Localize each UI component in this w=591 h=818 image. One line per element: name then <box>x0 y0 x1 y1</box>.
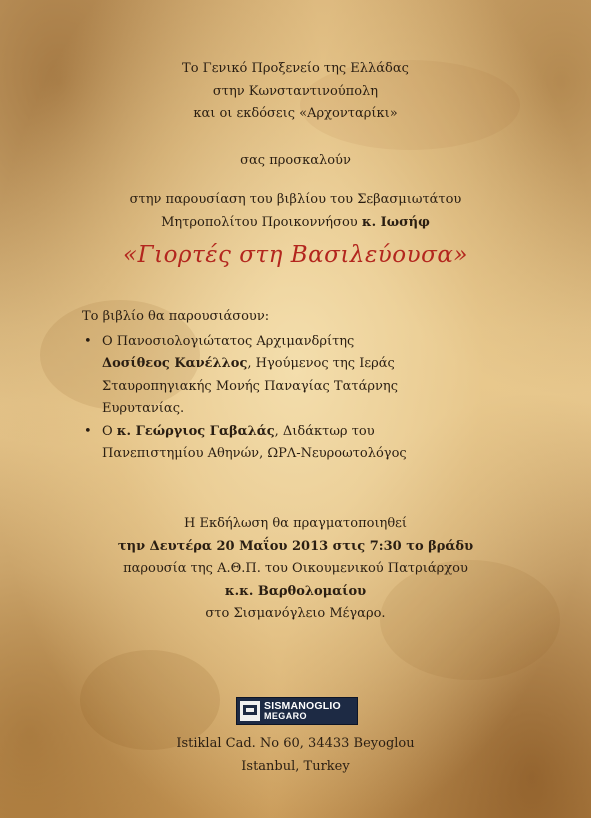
event-details <box>0 513 591 626</box>
logo-text-line: SISMANOGLIO <box>264 700 341 712</box>
bullet-icon: • <box>84 423 92 439</box>
presenter-line: Ο Πανοσιολογιώτατος Αρχιμανδρίτης <box>102 333 355 349</box>
logo-text <box>264 701 341 721</box>
presenter-item <box>82 331 407 421</box>
invite-text <box>0 150 591 173</box>
intro-line: και οι εκδόσεις «Αρχονταρίκι» <box>193 106 398 121</box>
presentation-line <box>0 212 591 235</box>
presentation-text <box>0 189 591 234</box>
presenters-heading: Το βιβλίο θα παρουσιάσουν: <box>82 309 270 324</box>
presentation-line-text: Μητροπολίτου Προικοννήσου <box>161 214 362 230</box>
building-icon <box>240 701 260 721</box>
sismanoglio-logo <box>236 697 358 725</box>
presenter-line: Πανεπιστημίου Αθηνών, ΩΡΛ-Νευροωτολόγος <box>102 446 407 461</box>
presenters-section <box>82 306 407 466</box>
presenter-line: Σταυροπηγιακής Μονής Παναγίας Τατάρνης <box>102 378 398 394</box>
event-line: παρουσία της Α.Θ.Π. του Οικουμενικού Πατριάρχου <box>123 561 468 576</box>
address-line: Istiklal Cad. No 60, 34433 Beyoglou <box>176 736 415 751</box>
bullet-icon: • <box>84 333 92 349</box>
intro-hosts <box>0 58 591 126</box>
presentation-line: στην παρουσίαση του βιβλίου του Σεβασμιωτάτου <box>129 192 462 207</box>
event-venue: στο Σισμανόγλειο Μέγαρο. <box>205 606 386 621</box>
patriarch-name: κ.κ. Βαρθολομαίου <box>224 583 367 599</box>
presenter-line <box>102 353 407 376</box>
book-title: «Γιορτές στη Βασιλεύουσα» <box>123 242 468 268</box>
intro-line: Το Γενικό Προξενείο της Ελλάδας <box>182 61 409 76</box>
presenter-line <box>102 421 407 444</box>
presenter-name: Δοσίθεος Κανέλλος <box>102 356 248 371</box>
event-date: την Δευτέρα 20 Μαΐου 2013 στις 7:30 το βράδυ <box>117 538 474 554</box>
presenter-role: , Διδάκτωρ του <box>274 423 375 439</box>
logo-text-line: MEGARO <box>264 711 307 721</box>
patriarch-line <box>0 581 591 604</box>
intro-line: στην Κωνσταντινούπολη <box>212 83 379 99</box>
event-line: Η Εκδήλωση θα πραγματοποιηθεί <box>184 516 407 531</box>
address-line: Istanbul, Turkey <box>241 758 350 774</box>
presenter-prefix: Ο <box>102 423 117 439</box>
presenter-line: Ευρυτανίας. <box>102 401 185 416</box>
presenter-name: κ. Γεώργιος Γαβαλάς <box>116 423 275 439</box>
event-date-line <box>0 536 591 559</box>
presenter-role: , Ηγούμενος της Ιεράς <box>247 356 395 371</box>
invite-line: σας προσκαλούν <box>240 153 351 168</box>
presenter-item <box>82 421 407 466</box>
author-name: κ. Ιωσήφ <box>361 214 430 230</box>
address <box>0 733 591 778</box>
